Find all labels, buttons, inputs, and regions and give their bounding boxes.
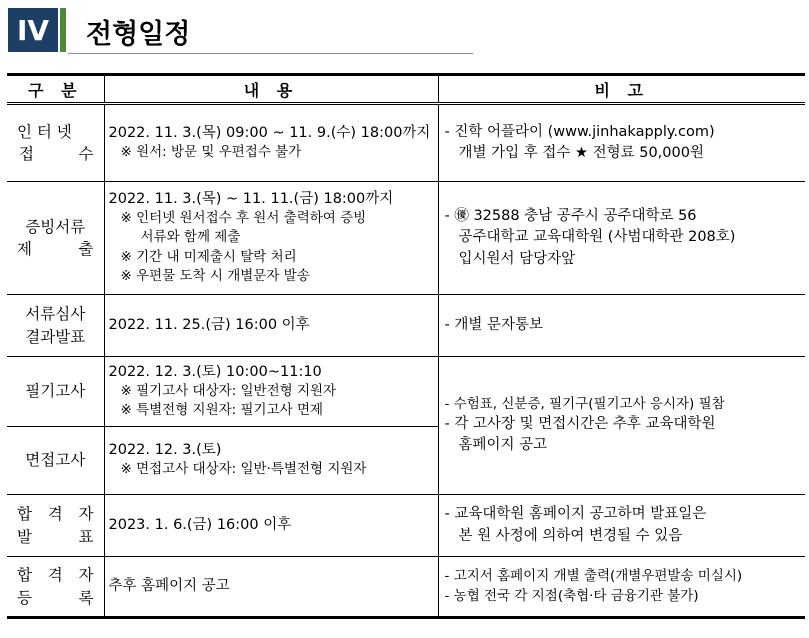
table-header-row (7, 75, 805, 104)
row-category (7, 557, 104, 618)
row-remark (438, 557, 805, 618)
row-content (104, 357, 438, 427)
remark-line: - 교육대학원 홈페이지 공고하며 발표일은 (444, 506, 707, 523)
section-title: 전형일정 (86, 19, 191, 50)
schedule-note: ※ 필기고사 대상자: 일반전형 지원자 (120, 382, 337, 399)
schedule-date: 2022. 11. 3.(목) ~ 11. 11.(금) 18:00까지 (108, 191, 394, 208)
schedule-date: 2022. 11. 3.(목) 09:00 ~ 11. 9.(수) 18:00까지 (108, 124, 431, 141)
remark-line: - 각 고사장 및 면접시간은 추후 교육대학원 (444, 416, 716, 433)
table-row (7, 495, 805, 557)
schedule-date: 2022. 12. 3.(토) 10:00~11:10 (108, 363, 322, 380)
category-line: 결과발표 (25, 327, 86, 346)
category-line: 등 록 (17, 588, 94, 607)
row-category (7, 295, 104, 357)
column-header-remark: 비 고 (438, 75, 805, 104)
remark-line: 본 원 사정에 의하여 변경될 수 있음 (458, 527, 683, 544)
schedule-date: 추후 홈페이지 공고 (108, 577, 230, 594)
category-line: 합 격 자 (17, 505, 94, 524)
remark-line: - 고지서 홈페이지 개별 출력(개별우편발송 미실시) (444, 567, 743, 584)
row-remark (438, 495, 805, 557)
schedule-note: 서류와 함께 제출 (140, 229, 241, 246)
category-line: 제 출 (17, 240, 94, 258)
section-number-badge: IV (8, 8, 58, 52)
schedule-note: ※ 기간 내 미제출시 탈락 처리 (120, 248, 297, 265)
category-line: 접 수 (19, 145, 94, 163)
schedule-note: ※ 우편물 도착 시 개별문자 발송 (120, 267, 310, 284)
schedule-date: 2023. 1. 6.(금) 16:00 이후 (108, 516, 292, 533)
category-line: 합 격 자 (17, 566, 94, 585)
table-row (7, 104, 805, 182)
category-line: 인 터 넷 (17, 122, 72, 141)
row-category (7, 427, 104, 495)
category-line: 발 표 (17, 527, 94, 546)
category-line: 필기고사 (25, 382, 86, 401)
row-remark (438, 295, 805, 357)
row-remark (438, 104, 805, 182)
row-category (7, 495, 104, 557)
schedule-note: ※ 특별전형 지원자: 필기고사 면제 (120, 402, 324, 419)
table-row (7, 295, 805, 357)
row-category (7, 182, 104, 295)
category-line: 서류심사 (25, 305, 86, 324)
schedule-date: 2022. 11. 25.(금) 16:00 이후 (108, 316, 310, 333)
remark-line: - 진학 어플라이 (www.jinhakapply.com) (444, 123, 715, 140)
schedule-table (7, 73, 805, 619)
row-content (104, 427, 438, 495)
row-category (7, 104, 104, 182)
table-row (7, 557, 805, 618)
remark-line: 입시원서 담당자앞 (458, 250, 576, 267)
column-header-category: 구 분 (7, 75, 104, 104)
table-row (7, 357, 805, 427)
remark-line: 홈페이지 공고 (458, 437, 548, 454)
schedule-note: ※ 원서: 방문 및 우편접수 불가 (120, 143, 302, 160)
table-row (7, 182, 805, 295)
row-remark (438, 182, 805, 295)
remark-line: - 농협 전국 각 지점(축협·타 금융기관 불가) (444, 587, 699, 604)
remark-line: - 개별 문자통보 (444, 316, 543, 333)
category-line: 증빙서류 (25, 217, 86, 236)
schedule-note: ※ 면접고사 대상자: 일반·특별전형 지원자 (120, 461, 367, 478)
remark-line: - ㊝ 32588 충남 공주시 공주대학로 56 (444, 208, 697, 225)
row-content (104, 495, 438, 557)
header-underline (68, 53, 473, 54)
remark-line: - 수험표, 신분증, 필기구(필기고사 응시자) 필참 (444, 395, 725, 412)
row-remark (438, 357, 805, 495)
row-content (104, 557, 438, 618)
row-content (104, 104, 438, 182)
column-header-content: 내 용 (104, 75, 438, 104)
schedule-note: ※ 인터넷 원서접수 후 원서 출력하여 증빙 (120, 210, 367, 227)
header-accent-bar (60, 8, 66, 52)
remark-line: 개별 가입 후 접수 ★ 전형료 50,000원 (458, 145, 704, 161)
schedule-date: 2022. 12. 3.(토) (108, 442, 222, 459)
remark-line: 공주대학교 교육대학원 (사범대학관 208호) (458, 229, 736, 246)
category-line: 면접고사 (25, 451, 86, 470)
row-content (104, 182, 438, 295)
row-category (7, 357, 104, 427)
row-content (104, 295, 438, 357)
